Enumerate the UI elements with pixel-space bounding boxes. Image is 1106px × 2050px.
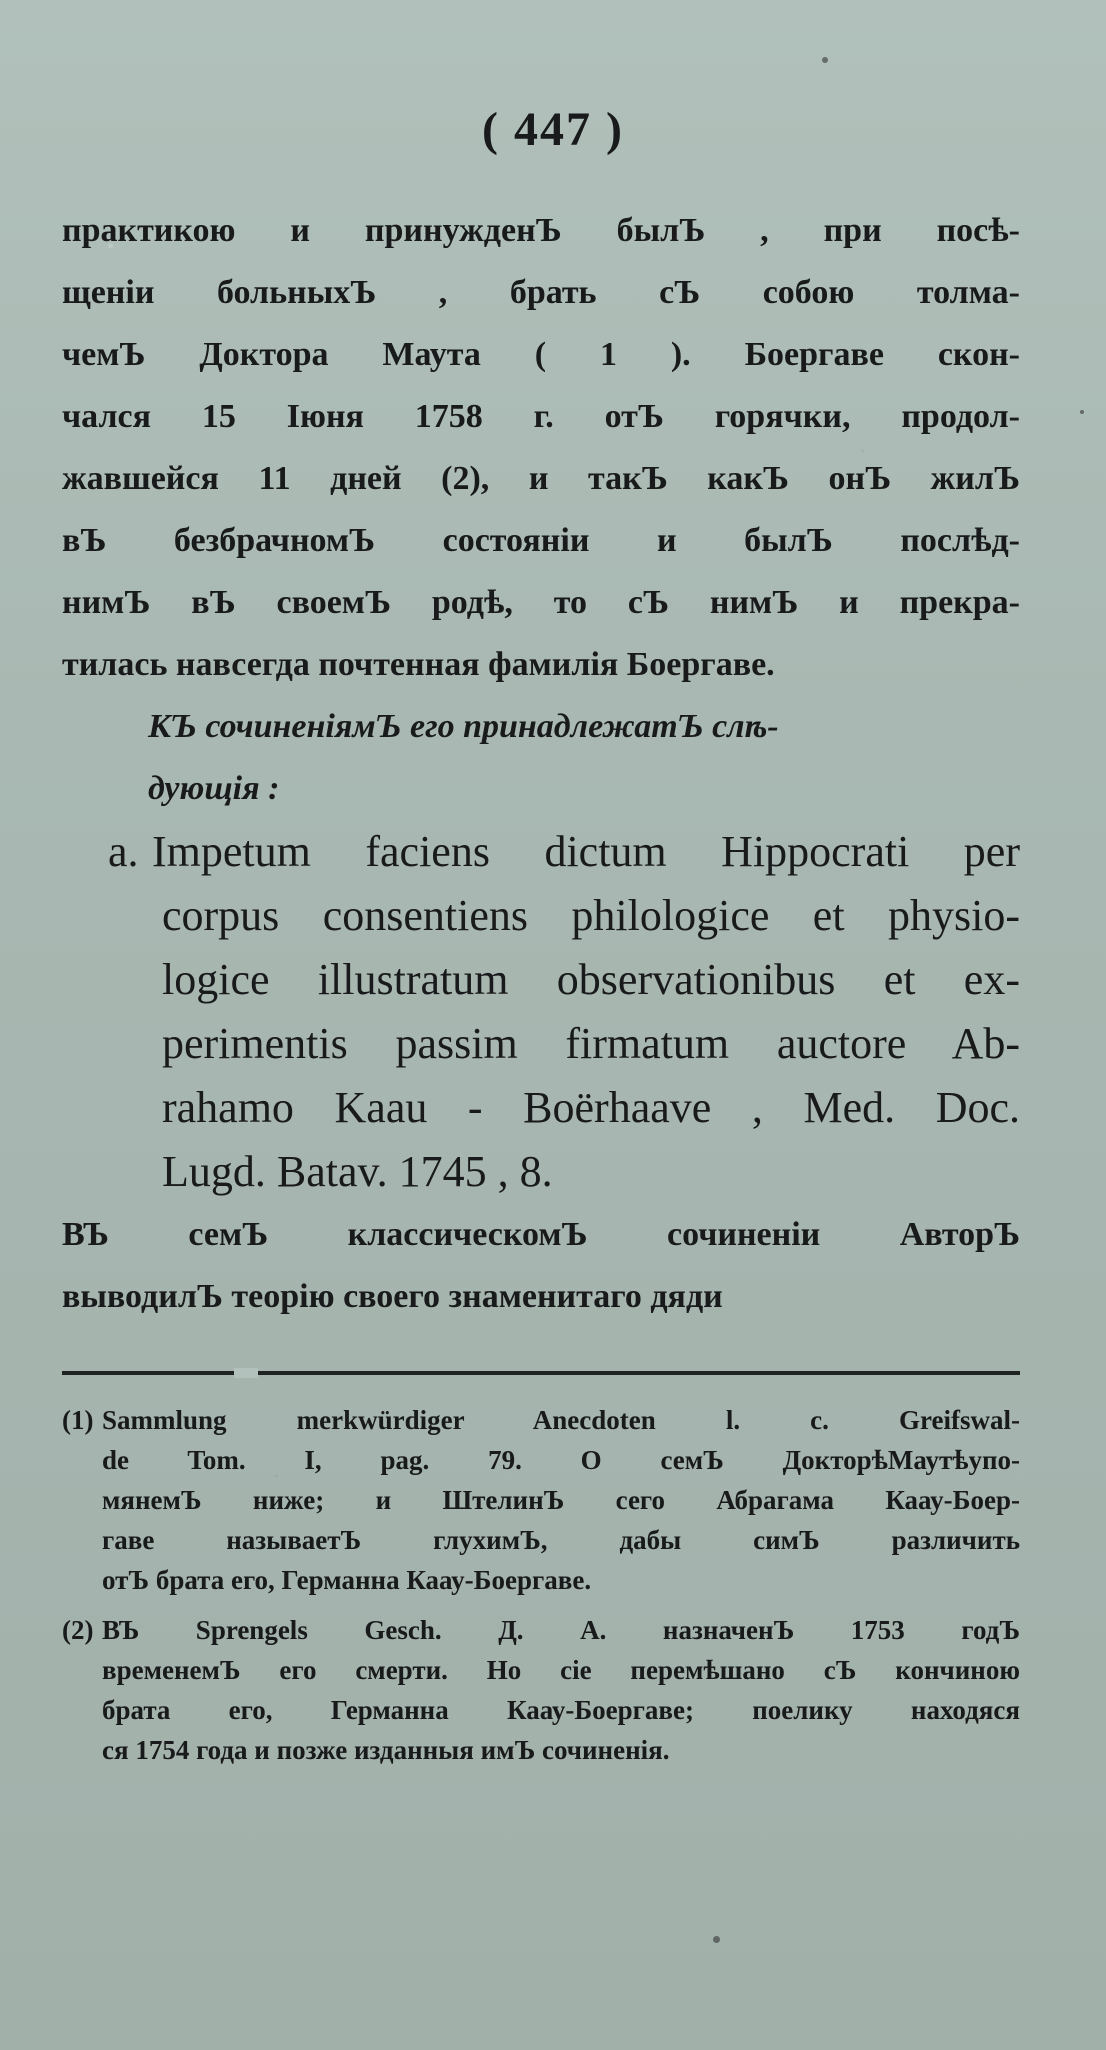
page-speck (1080, 410, 1084, 414)
footnotes (62, 1400, 1020, 1780)
footnote-mark: (1) (62, 1405, 94, 1435)
main-line: нимЪ вЪ своемЪ родѣ, то сЪ нимЪ и прекра- (62, 584, 1020, 621)
section-heading: дующія : (148, 770, 280, 807)
footnote-line: временемЪ его смерти. Но сіе перемѣшано сЪ кончиною (102, 1655, 1020, 1685)
footnote-line: de Tom. I, pag. 79. О семЪ ДокторѣМаутѣупо- (102, 1445, 1020, 1475)
footnote-line (62, 1400, 1020, 1440)
section-heading: КЪ сочиненіямЪ его принадлежатЪ слѣ- (148, 708, 779, 745)
footnote-mark: (2) (62, 1615, 94, 1645)
bibliography-line: corpus consentiens philologice et physio- (162, 891, 1020, 940)
footnote-line: брата его, Германна Каау-Боергаве; поелику находяся (102, 1695, 1020, 1725)
page-number: ( 447 ) (482, 103, 624, 156)
main-line: ВЪ семЪ классическомЪ сочиненіи АвторЪ (62, 1216, 1020, 1253)
main-line: щеніи больныхЪ , брать сЪ собою толма- (62, 274, 1020, 311)
main-line: чался 15 Іюня 1758 г. отЪ горячки, продол- (62, 398, 1020, 435)
footnote-line: отЪ брата его, Германна Каау-Боергаве. (102, 1565, 592, 1595)
main-line: жавшейся 11 дней (2), и такЪ какЪ онЪ жилЪ (62, 460, 1020, 497)
bibliography-line: logice illustratum observationibus et ex- (162, 955, 1020, 1004)
bibliography-line-text: Impetum faciens dictum Hippocrati per (152, 827, 1020, 876)
separator-gap (234, 1368, 258, 1378)
bibliography-line: Lugd. Batav. 1745 , 8. (162, 1147, 553, 1196)
footnote (62, 1610, 1020, 1770)
bibliography-line: rahamo Kaau - Boërhaave , Med. Doc. (162, 1083, 1020, 1132)
footnote-line: ся 1754 года и позже изданныя имЪ сочиненія. (102, 1735, 670, 1765)
footnote-line: мянемЪ ниже; и ШтелинЪ сего Абрагама Каау-Боер- (102, 1485, 1020, 1515)
footnote-text: Sammlung merkwürdiger Anecdoten l. c. Greifswal- (102, 1405, 1020, 1435)
footnote-separator (62, 1368, 1020, 1376)
footnote (62, 1400, 1020, 1600)
page-speck (822, 57, 828, 63)
main-line: практикою и принужденЪ былЪ , при посѣ- (62, 212, 1020, 249)
footnote-line: гаве называетЪ глухимЪ, дабы симЪ различить (102, 1525, 1020, 1555)
bibliography-line (62, 820, 1020, 884)
main-line: тилась навсегда почтенная фамилія Боергаве. (62, 646, 775, 683)
page-speck (713, 1936, 720, 1943)
separator-line (62, 1371, 1020, 1375)
main-line: вЪ безбрачномЪ состояніи и былЪ послѣд- (62, 522, 1020, 559)
main-line: выводилЪ теорію своего знаменитаго дяди (62, 1278, 723, 1315)
bibliography-line: perimentis passim firmatum auctore Ab- (162, 1019, 1020, 1068)
footnote-line (62, 1610, 1020, 1650)
main-text (62, 200, 1020, 1328)
main-line: чемЪ Доктора Маута ( 1 ). Боергаве скон- (62, 336, 1020, 373)
bibliography-item-label: a. (108, 827, 139, 876)
footnote-text: ВЪ Sprengels Gesch. Д. А. назначенЪ 1753 годЪ (102, 1615, 1020, 1645)
